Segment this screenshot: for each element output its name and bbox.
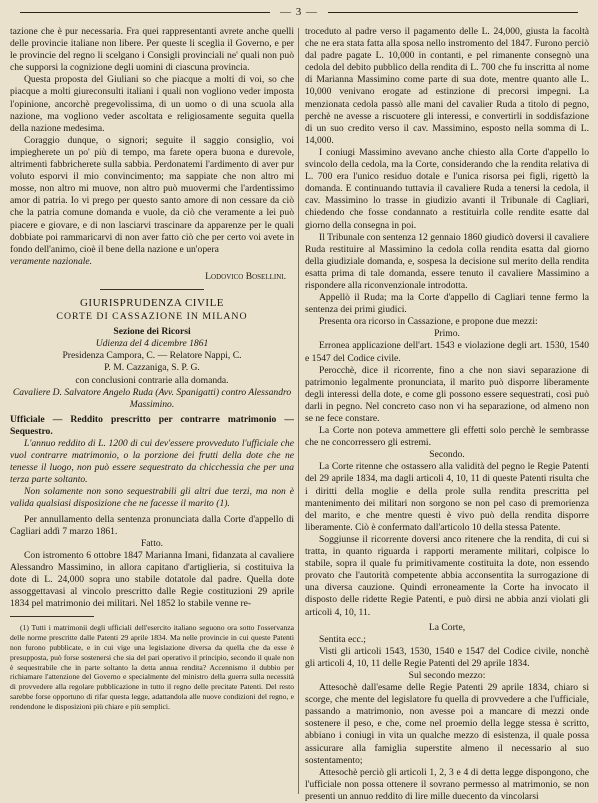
case-maxim: Non solamente non sono sequestrabili gli altri due terzi, ma non è valida qualsiasi disposizione che ne facesse il marito (1). [10,486,294,510]
paragraph: Appellò il Ruda; ma la Corte d'appello di Cagliari tenne fermo la sentenza dei primi giudici. [305,292,589,316]
paragraph: Questa proposta del Giuliani so che piacque a molti di voi, so che piacque a molti giureconsulti italiani i quali non vogliono veder imposta l'opinione, ancorchè pregevolissima, di un uomo o di una scuola alla nazione, ma vogliono veder ascoltata e religiosamente seguita quella della nazione medesima. [10,74,294,134]
paragraph: Erronea applicazione dell'art. 1543 e violazione degli art. 1530, 1540 e 1547 del Codice civile. [305,340,589,364]
section-rule [100,289,204,290]
paragraph: Per annullamento della sentenza pronunciata dalla Corte d'appello di Cagliari addì 7 marzo 1861. [10,513,294,537]
subheading: Primo. [434,328,460,340]
paragraph: I coniugi Massimino avevano anche chiesto alla Corte d'appello lo svincolo della cedola, ma la Corte, considerando che la rendita relativa di L. 700 era l'unico residuo dotale e l'unica risorsa pei figli, rigettò la domanda. E continuando tuttavia il cavaliere Ruda a tenersi la cedola, il cav. Massimino lo trasse in giudizio avanti il Tribunale di Cagliari, chiedendo che fosse condannato a restituirla colle rendite esatte dal giorno della consegna in poi. [305,146,589,231]
page-header [0,6,598,18]
right-column [305,26,589,803]
subheading: Sul secondo mezzo: [408,669,486,681]
parties: Cavaliere D. Salvatore Angelo Ruda (Avv. Spanigatti) contro Alessandro Massimino. [12,386,292,410]
subheading: La Corte, [428,621,466,633]
case-maxim-title: Ufficiale — Reddito prescritto per contrarre matrimonio — Sequestro. [10,413,294,437]
paragraph: La Corte non poteva ammettere gli effetti solo perchè le sembrasse che ne concorressero gli estremi. [305,425,589,449]
paragraph: troceduto al padre verso il pagamento delle L. 24,000, giusta la facoltà che ne era stata fatta alla sposa nello instromento del 1847. Furono perciò dal padre pagate L. 10,000 in contanti, e pel rimanente consegnò una cedola del debito pubblico della rendita di L. 700 che fu inscritta al nome di Marianna Massimino come parte di sua dote, mentre quanto alle L. 10,000 venivano erogate ad estinzione di precorsi impegni. La menzionata cedola passò alle mani del cavalier Ruda a titolo di pegno, perchè ne avesse a riscuotere gli interessi, e convertirli in soddisfazione di un suo credito verso il cav. Massimino, esposto nella somma di L. 14,000. [305,26,589,146]
page-number: — 3 — [280,6,318,18]
author-signature: Lodovico Bosellini. [205,270,286,282]
hearing-date: Udienza del 4 dicembre 1861 [95,338,209,350]
conclusions: con conclusioni contrarie alla domanda. [75,374,229,386]
case-maxim: L'annuo reddito di L. 1200 di cui dev'essere provveduto l'ufficiale che vuol contrarre matrimonio, o la porzione dei frutti della dote che ne tenesse il luogo, non può essere sequestrato da chicchessia che per una terza parte soltanto. [10,438,294,486]
left-column [10,26,294,711]
column-divider [298,28,299,794]
section-title: GIURISPRUDENZA CIVILE [79,296,225,309]
public-prosecutor: P. M. Cazzaniga, S. P. G. [104,362,200,374]
paragraph: tazione che è pur necessaria. Fra quei rappresentanti avrete anche quelli delle provincie italiane non libere. Per queste li sceglia il Governo, e per le provincie del regno li scelgano i Consigli provinciali ne' quali non può che supporsi la cognizione degli uomini di ciascuna provincia. [10,26,294,74]
footnote: (1) Tutti i matrimonii degli ufficiali dell'esercito italiano seguono ora sotto l'osservanza delle norme prescritte dalle Patenti 29 aprile 1834. Ma nelle provincie in cui queste Patenti non furono pubblicate, e in cui vige una legislazione diversa da quella che da esse è presupposta, può forse sostenersi che sia del pari operativo il principio, secondo il quale non è sequestrabile che in parte soltanto la detta annua rendita? Accennismo il dubbio per richiamare l'attenzione del Governo e specialmente del ministro della guerra sulla necessità di provvedere alla regolare pubblicazione in tutto il regno delle precitate Patenti. Del resto sarebbe forse opportuno di rifar questa legge, adattandola alle nuove condizioni del regno, e rendendone le disposizioni più chiare e più semplici. [10,623,294,711]
paragraph: Visti gli articoli 1543, 1530, 1540 e 1547 del Codice civile, nonchè gli articoli 4, 10, 11 delle Regie Patenti del 29 aprile 1834. [305,645,589,669]
header-rule-right [328,12,578,13]
court-name: CORTE DI CASSAZIONE IN MILANO [56,311,248,323]
paragraph-tail: veramente nazionale. [10,255,93,267]
paragraph: Con istromento 6 ottobre 1847 Marianna Imani, fidanzata al cavaliere Alessandro Massimino, in allora capitano d'artiglieria, si costituiva la dote di L. 24,000 sopra uno stabile dotatole dal padre. Quella dote assoggettavasi al vincolo prescritto dalle Regie costituzioni 29 aprile 1834 pel matrimonio dei militari. Nel 1852 lo stabile venne re- [10,549,294,610]
paragraph: Attesochè perciò gli articoli 1, 2, 3 e 4 di detta legge dispongono, che l'ufficiale non possa ottenere il sovrano permesso al matrimonio, se non presenti un annuo reddito di lire mille duecento da vincolarsi [305,766,589,802]
paragraph: Soggiunse il ricorrente doversi anco ritenere che la rendita, di cui si tratta, in quanto riguarda i rapporti meramente militari, colpisce lo stabile, sopra il quale fu primitivamente costituita la dote, non essendo provato che l'autorità competente abbia acconsentita la surrogazione di una diversa cauzione. Quindi erroneamente la Corte ha invocato il disposto delle ridette Regie Patenti, e può dirsi ne abbia anzi violati gli articoli 4, 10, 11. [305,533,589,618]
presidency: Presidenza Campora, C. — Relatore Nappi, C. [62,350,242,362]
paragraph: Coraggio dunque, o signori; seguite il saggio consiglio, voi impiegherete un po' più di tempo, ma farete opera buona e durevole, altrimenti fabbricherete sulla sabbia. Perdonatemi l'ardimento di aver pur voluto esporvi il mio convincimento; ma sappiate che non altro mi mosse, non altro mi muove, non altro può muovermi che l'ardentissimo amor di patria. Io vi prego per questo santo amore di non cessare da ciò che la patria comune domanda e vuole, da ciò che veramente a lei può piacere e giovare, e di non lasciarvi trascinare da apparenze per le quali dobbiate poi rammaricarvi di non aver fatto ciò che per certo voi avete in fondo dell'animo, cioè il bene della nazione e un'opera [10,134,294,255]
paragraph: Il Tribunale con sentenza 12 gennaio 1860 giudicò doversi il cavaliere Ruda restituire al Massimino la cedola colla rendita esatta dal giorno della giudiziale domanda, e, sospesa la decisione sul merito della rendita esatta prima di tale domanda, essere tenuto il cavaliere Massimino a rispondere alla riconvenzionale introdotta. [305,231,589,291]
paragraph: Sentita ecc.; [319,633,366,645]
section-name: Sezione dei Ricorsi [113,326,191,338]
footnote-rule [10,616,94,617]
subheading: Fatto. [140,537,164,549]
footnotes [10,623,294,711]
header-rule-left [20,12,270,13]
paragraph: Attesochè dall'esame delle Regie Patenti 29 aprile 1834, chiaro si scorge, che mente del legislatore fu quella di provvedere a che l'ufficiale, passando a matrimonio, non avesse poi a mancare di mezzi onde sostenere il peso, e che, come nel proemio della legge stessa è scritto, abbiano i coniugi in vita un qualche mezzo di esistenza, il quale possa assicurare alla famiglia superstite almeno il necessario al suo sostentamento; [305,682,589,766]
subheading: Secondo. [429,449,465,461]
paragraph: Perocchè, dice il ricorrente, fino a che non siavi separazione di patrimonio legalmente pronunciata, il marito può disporre liberamente degli interessi della dote, e come gli possono essere sequestrati, così può darli in pegno. Nel concreto caso non vi ha separazione, od almeno non se ne fece constare. [305,364,589,424]
paragraph: La Corte ritenne che ostassero alla validità del pegno le Regie Patenti del 29 aprile 1834, ma dagli articoli 4, 10, 11 di queste Patenti risulta che i diritti della moglie e della prole sulla rendita prescritta pel mantenimento dei militari non sorgono se non pel caso di premorienza del marito, e che mentre questi è vivo può della rendita disporre liberamente. Ciò è confermato dall'articolo 10 della stessa Patente. [305,461,589,533]
paragraph: Presenta ora ricorso in Cassazione, e propone due mezzi: [319,316,538,328]
